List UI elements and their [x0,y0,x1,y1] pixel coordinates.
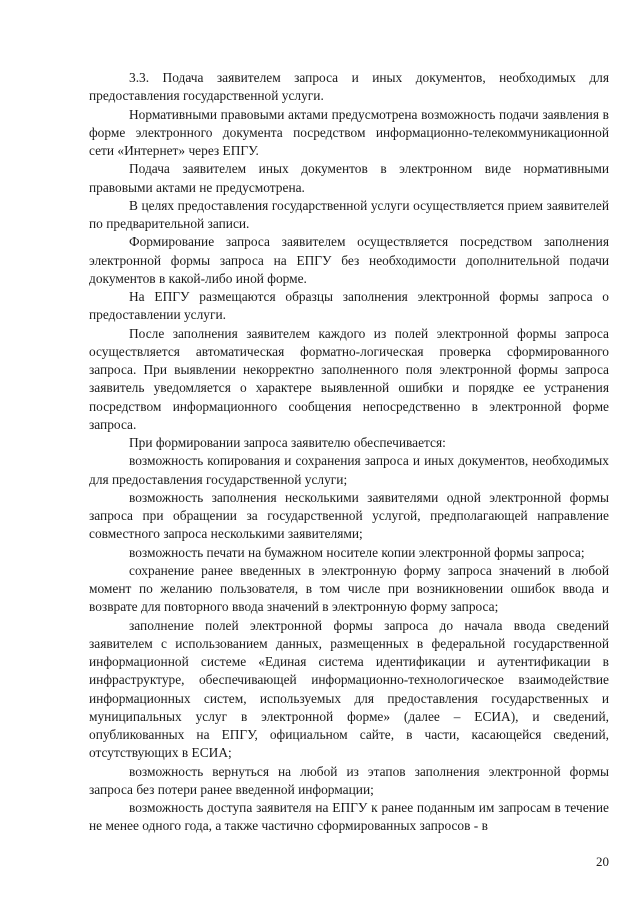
paragraph-provided-features: При формировании запроса заявителю обеспечивается: [129,435,446,450]
document-body [89,69,609,836]
list-item-print: возможность печати на бумажном носителе копии электронной формы запроса; [129,544,585,560]
list-item-joint-request: возможность заполнения несколькими заявителями одной электронной формы запроса при обращении за государственной услугой, предполагающей направление совместного запроса несколькими заявителями; [89,489,609,542]
list-item-copy-save: возможность копирования и сохранения запроса и иных документов, необходимых для предоставления государственной услуги; [89,453,609,487]
list-item-save-values: сохранение ранее введенных в электронную форму запроса значений в любой момент по желанию пользователя, в том числе при возникновении ошибок ввода и возврате для повторного ввода значений в электронную форму запроса; [89,562,609,615]
paragraph-appointment: В целях предоставления государственной услуги осуществляется прием заявителей по предварительной записи. [89,197,609,231]
section-heading-paragraph: 3.3. Подача заявителем запроса и иных документов, необходимых для предоставления государственной услуги. [89,70,609,104]
paragraph-electronic-application: Нормативными правовыми актами предусмотрена возможность подачи заявления в форме электронного документа посредством информационно-телекоммуникационной сети «Интернет» через ЕПГУ. [89,106,609,158]
paragraph-validation: После заполнения заявителем каждого из полей электронной формы запроса осуществляется автоматическая форматно-логическая проверка сформированного запроса. При выявлении некорректно заполненного поля электронной формы запроса заявитель уведомляется о характере выявленной ошибки и порядке ее устранения посредством информационного сообщения непосредственно в электронной форме запроса. [89,325,609,432]
paragraph-samples: На ЕПГУ размещаются образцы заполнения электронной формы запроса о предоставлении услуги. [89,289,609,323]
list-item-prefill-esia: заполнение полей электронной формы запроса до начала ввода сведений заявителем с использованием данных, размещенных в федеральной государственной информационной системе «Единая система идентификации и аутентификации в инфраструктуре, обеспечивающей информационно-технологическое взаимодействие информационных систем, используемых для предоставления государственных и муниципальных услуг в электронной форме» (далее – ЕСИА), и сведений, опубликованных на ЕПГУ, официальном сайте, в части, касающейся сведений, отсутствующих в ЕСИА; [89,617,609,761]
list-item-return-step: возможность вернуться на любой из этапов заполнения электронной формы запроса без потери ранее введенной информации; [89,763,609,797]
paragraph-request-formation: Формирование запроса заявителем осуществляется посредством заполнения электронной формы запроса на ЕПГУ без необходимости дополнительной подачи документов в какой-либо иной форме. [89,234,609,286]
page-number: 20 [596,854,609,869]
list-item-access-requests: возможность доступа заявителя на ЕПГУ к ранее поданным им запросам в течение не менее одного года, а также частично сформированных запросов - в [89,800,609,834]
paragraph-other-documents: Подача заявителем иных документов в электронном виде нормативными правовыми актами не предусмотрена. [89,161,609,195]
